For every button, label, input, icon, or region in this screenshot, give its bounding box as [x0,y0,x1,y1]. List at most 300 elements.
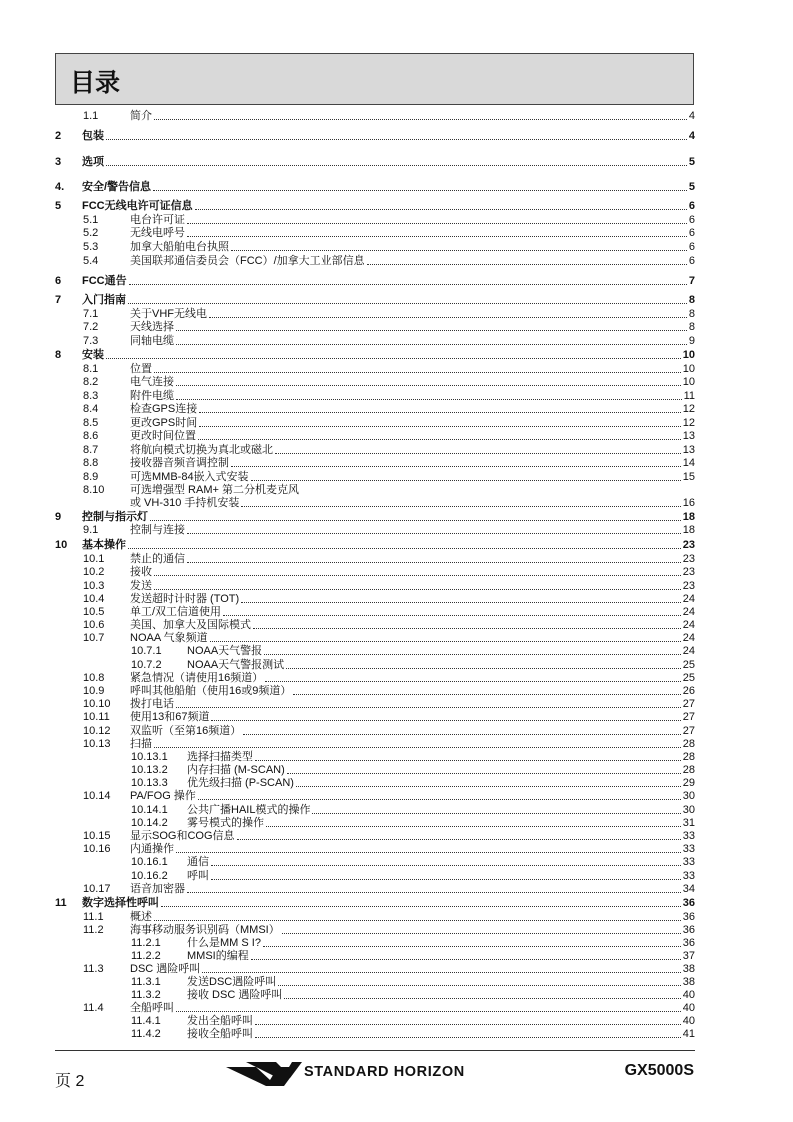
toc-page-number: 10 [682,349,695,361]
toc-entry-row[interactable] [55,924,695,937]
toc-entry-number: 8.9 [83,471,99,483]
toc-page-number: 30 [682,804,695,816]
toc-entry-number: 10.17 [83,883,111,895]
toc-entry-number: 1.1 [83,110,99,122]
toc-entry-title: 发出全船呼叫 [187,1015,253,1027]
toc-entry-row[interactable] [55,321,695,334]
toc-entry-row[interactable] [55,870,695,883]
toc-page-number: 38 [682,976,695,988]
toc-entry-number: 6 [55,275,62,287]
toc-entry-number: 2 [55,130,62,142]
toc-entry-row[interactable] [55,764,695,777]
toc-entry-row[interactable] [55,484,695,497]
toc-page-number: 36 [682,897,695,909]
toc-entry-title: 更改时间位置 [130,430,196,442]
toc-entry-number: 8.7 [83,444,99,456]
toc-entry-row[interactable] [55,672,695,685]
toc-entry-title: 位置 [130,363,152,375]
toc-entry-row[interactable] [55,659,695,672]
toc-entry-title: 优先级扫描 (P-SCAN) [187,777,294,789]
toc-leader-dots [231,241,687,251]
toc-entry-title: 安全/警告信息 [82,181,152,193]
toc-entry-number: 8.8 [83,457,99,469]
toc-entry-number: 10 [55,539,68,551]
toc-leader-dots [154,738,681,748]
toc-entry-number: 10.1 [83,553,105,565]
toc-entry-row[interactable] [55,376,695,389]
toc-leader-dots [176,1002,681,1012]
toc-leader-dots [255,1028,681,1038]
toc-entry-title: 入门指南 [82,294,126,306]
toc-page-number: 28 [682,764,695,776]
toc-page-number: 24 [682,632,695,644]
toc-entry-title: 接收全船呼叫 [187,1028,253,1040]
toc-entry-row[interactable] [55,497,695,510]
toc-leader-dots [128,294,687,304]
toc-page-number: 4 [688,110,695,122]
toc-entry-title: 同轴电缆 [130,335,174,347]
toc-page-number: 29 [682,777,695,789]
toc-entry-title: 控制与指示灯 [82,511,148,523]
toc-page-number: 8 [688,294,695,306]
toc-leader-dots [176,843,681,853]
toc-entry-row[interactable] [55,457,695,470]
toc-entry-number: 7.2 [83,321,99,333]
toc-entry-row[interactable] [55,843,695,856]
toc-entry-row[interactable] [55,390,695,403]
toc-entry-number: 11.4.1 [131,1015,161,1027]
toc-entry-number: 11.2 [83,924,104,936]
toc-page-number: 13 [682,430,695,442]
toc-page-number: 7 [688,275,695,287]
toc-leader-dots [150,511,681,521]
toc-page-number: 36 [682,924,695,936]
toc-entry-row[interactable] [55,830,695,843]
toc-entry-row[interactable] [55,227,695,240]
toc-leader-dots [176,698,681,708]
brand-name: STANDARD HORIZON [304,1064,465,1080]
toc-leader-dots [312,804,680,814]
toc-page-number: 6 [688,200,695,212]
toc-page-number: 23 [682,580,695,592]
toc-page-number: 4 [688,130,695,142]
toc-entry-row[interactable] [55,214,695,227]
toc-entry-number: 10.2 [83,566,105,578]
toc-leader-dots [243,725,681,735]
toc-entry-row[interactable] [55,1028,695,1041]
toc-entry-row[interactable] [55,580,695,593]
toc-leader-dots [231,457,681,467]
toc-leader-dots [198,790,681,800]
toc-page-number: 16 [682,497,695,509]
toc-entry-title: 单工/双工信道使用 [130,606,222,618]
toc-entry-row[interactable] [55,593,695,606]
footer-divider [55,1050,695,1051]
toc-leader-dots [211,856,681,866]
toc-entry-row[interactable] [55,566,695,579]
toc-leader-dots [264,645,681,655]
toc-entry-number: 7 [55,294,62,306]
toc-entry-row[interactable] [55,363,695,376]
toc-entry-row[interactable] [55,937,695,950]
toc-entry-title: 接收 [130,566,152,578]
toc-leader-dots [176,376,681,386]
toc-entry-row[interactable] [55,471,695,484]
toc-entry-title: 基本操作 [82,539,126,551]
toc-entry-title: 接收器音频音调控制 [130,457,229,469]
toc-entry-title: NOAA 气象频道 [130,632,208,644]
toc-entry-row[interactable] [55,751,695,764]
toc-page-number: 15 [682,471,695,483]
toc-page-number: 11 [683,390,695,402]
toc-entry-row[interactable] [55,619,695,632]
toc-entry-number: 10.16 [83,843,111,855]
toc-entry-title: 加拿大船舶电台执照 [130,241,229,253]
toc-entry-row[interactable] [55,790,695,803]
toc-entry-row[interactable] [55,989,695,1002]
toc-entry-number: 10.13 [83,738,111,750]
toc-leader-dots [176,321,687,331]
toc-entry-number: 11.4.2 [131,1028,161,1040]
toc-entry-title: 禁止的通信 [130,553,185,565]
model-name: GX5000S [624,1062,694,1079]
toc-page-number: 10 [682,376,695,388]
toc-page-number: 40 [682,1002,695,1014]
toc-entry-title: DSC 遇险呼叫 [130,963,201,975]
toc-chapter-row[interactable] [55,181,695,194]
toc-leader-dots [195,200,687,210]
toc-entry-row[interactable] [55,856,695,869]
toc-page-number: 28 [682,738,695,750]
toc-page-number: 24 [682,645,695,657]
toc-entry-title: 天线选择 [130,321,174,333]
toc-page-number: 23 [682,553,695,565]
toc-entry-number: 11.3.1 [131,976,161,988]
toc-entry-row[interactable] [55,403,695,416]
toc-entry-title: 呼叫 [187,870,209,882]
toc-entry-title: 数字选择性呼叫 [82,897,159,909]
toc-entry-title: 发送DSC遇险呼叫 [187,976,277,988]
toc-page-number: 25 [682,672,695,684]
toc-chapter-row[interactable] [55,294,695,307]
toc-entry-row[interactable] [55,817,695,830]
toc-leader-dots [237,830,681,840]
toc-page-number: 23 [682,539,695,551]
toc-leader-dots [187,524,681,534]
toc-page-number: 30 [682,790,695,802]
toc-chapter-row[interactable] [55,275,695,288]
toc-entry-row[interactable] [55,430,695,443]
toc-leader-dots [211,711,680,721]
toc-entry-title: 检查GPS连接 [130,403,198,415]
toc-entry-number: 11.2.1 [131,937,161,949]
toc-entry-number: 5.3 [83,241,99,253]
toc-entry-title: 海事移动服务识别码（MMSI） [130,924,280,936]
toc-entry-number: 5.2 [83,227,99,239]
toc-page-number: 8 [688,321,695,333]
toc-entry-number: 10.7.1 [131,645,162,657]
toc-page-number: 10 [682,363,695,375]
toc-page-number: 6 [688,255,695,267]
toc-entry-title: 接收 DSC 遇险呼叫 [187,989,283,1001]
toc-entry-title: 电气连接 [130,376,174,388]
toc-entry-number: 8.3 [83,390,99,402]
toc-leader-dots [199,417,681,427]
toc-page-number: 33 [682,843,695,855]
toc-leader-dots [255,751,681,761]
toc-page-number: 8 [688,308,695,320]
toc-entry-number: 5 [55,200,62,212]
toc-entry-row[interactable] [55,685,695,698]
toc-page-number: 24 [682,619,695,631]
toc-entry-row[interactable] [55,241,695,254]
toc-entry-title: 语音加密器 [130,883,185,895]
toc-entry-number: 8.4 [83,403,99,415]
toc-entry-title: 全船呼叫 [130,1002,174,1014]
toc-entry-title: 发送 [130,580,152,592]
toc-entry-row[interactable] [55,711,695,724]
toc-entry-row[interactable] [55,645,695,658]
toc-leader-dots [106,130,687,140]
toc-entry-number: 10.14.1 [131,804,168,816]
toc-entry-number: 7.3 [83,335,99,347]
toc-page-number: 40 [682,1015,695,1027]
toc-entry-row[interactable] [55,738,695,751]
toc-entry-row[interactable] [55,1015,695,1028]
toc-chapter-row[interactable] [55,200,695,213]
toc-entry-row[interactable] [55,444,695,457]
toc-entry-number: 7.1 [83,308,99,320]
toc-leader-dots [199,403,681,413]
toc-leader-dots [241,593,681,603]
toc-leader-dots [176,335,687,345]
toc-page-number: 13 [682,444,695,456]
toc-entry-row[interactable] [55,1002,695,1015]
toc-chapter-row[interactable] [55,156,695,169]
toc-leader-dots [154,911,681,921]
toc-page-number: 33 [682,856,695,868]
toc-entry-title: 可选增强型 RAM+ 第二分机麦克风 [130,484,299,496]
toc-leader-dots [154,580,681,590]
toc-leader-dots [202,963,680,973]
toc-entry-number: 8 [55,349,62,361]
toc-entry-number: 10.8 [83,672,105,684]
toc-page-number: 31 [682,817,695,829]
toc-entry-row[interactable] [55,110,695,123]
toc-entry-number: 10.13.2 [131,764,168,776]
toc-entry-title: MMSI的编程 [187,950,249,962]
toc-entry-title: 扫描 [130,738,152,750]
toc-entry-title: 内存扫描 (M-SCAN) [187,764,285,776]
toc-leader-dots [286,659,681,669]
toc-page-number: 34 [682,883,695,895]
toc-page-number: 26 [682,685,695,697]
toc-entry-title: NOAA天气警报 [187,645,263,657]
toc-leader-dots [275,444,681,454]
toc-entry-row[interactable] [55,524,695,537]
toc-entry-title: 紧急情况（请使用16频道） [130,672,264,684]
toc-entry-number: 4. [55,181,65,193]
toc-leader-dots [241,497,680,507]
toc-leader-dots [265,672,681,682]
toc-entry-row[interactable] [55,911,695,924]
toc-entry-row[interactable] [55,950,695,963]
toc-entry-title: 双监听（至第16频道） [130,725,242,737]
toc-entry-number: 11.4 [83,1002,104,1014]
toc-entry-row[interactable] [55,883,695,896]
toc-entry-number: 11.2.2 [131,950,161,962]
toc-entry-title: 发送超时计时器 (TOT) [130,593,240,605]
toc-leader-dots [253,619,681,629]
toc-leader-dots [266,817,681,827]
toc-entry-title: 美国、加拿大及国际模式 [130,619,251,631]
toc-leader-dots [187,553,681,563]
toc-leader-dots [211,870,681,880]
toc-leader-dots [187,883,681,893]
toc-entry-number: 8.6 [83,430,99,442]
toc-leader-dots [198,430,681,440]
toc-page-number: 5 [688,181,695,193]
toc-entry-title: 关于VHF无线电 [130,308,207,320]
toc-entry-number: 10.7 [83,632,105,644]
toc-entry-number: 3 [55,156,62,168]
toc-entry-title: NOAA天气警报测试 [187,659,285,671]
toc-entry-title: 内通操作 [130,843,174,855]
toc-leader-dots [154,566,681,576]
toc-leader-dots [176,390,682,400]
toc-leader-dots [210,632,681,642]
toc-chapter-row[interactable] [55,897,695,910]
toc-leader-dots [278,976,681,986]
toc-entry-title: 公共广播HAIL模式的操作 [187,804,311,816]
toc-entry-row[interactable] [55,308,695,321]
toc-leader-dots [287,764,681,774]
toc-page-number: 23 [682,566,695,578]
toc-page-number: 27 [682,711,695,723]
toc-entry-number: 10.14 [83,790,111,802]
toc-entry-number: 10.13.1 [131,751,168,763]
toc-leader-dots [367,255,687,265]
toc-leader-dots [153,181,687,191]
toc-entry-title: 安装 [82,349,104,361]
toc-page-number: 33 [682,830,695,842]
toc-entry-title: 概述 [130,911,152,923]
toc-entry-row[interactable] [55,725,695,738]
page-title: 目录 [70,68,121,97]
toc-entry-number: 8.10 [83,484,105,496]
toc-entry-row[interactable] [55,777,695,790]
toc-entry-title: 显示SOG和COG信息 [130,830,235,842]
toc-entry-row[interactable] [55,417,695,430]
toc-entry-title: 什么是MM S I? [187,937,261,949]
toc-entry-title: 使用13和67频道 [130,711,210,723]
toc-entry-number: 10.11 [83,711,110,723]
toc-entry-number: 5.1 [83,214,99,226]
toc-entry-row[interactable] [55,335,695,348]
toc-entry-title: 附件电缆 [130,390,174,402]
toc-page-number: 36 [682,937,695,949]
toc-entry-row[interactable] [55,632,695,645]
toc-entry-number: 11.3 [83,963,104,975]
toc-entry-title: 通信 [187,856,209,868]
toc-entry-row[interactable] [55,553,695,566]
toc-entry-title: 拨打电话 [130,698,174,710]
toc-chapter-row[interactable] [55,349,695,362]
toc-entry-row[interactable] [55,804,695,817]
toc-leader-dots [209,308,687,318]
toc-entry-title: PA/FOG 操作 [130,790,196,802]
toc-entry-title: 雾号模式的操作 [187,817,264,829]
toc-chapter-row[interactable] [55,130,695,143]
toc-page-number: 6 [688,227,695,239]
toc-entry-title: 美国联邦通信委员会（FCC）/加拿大工业部信息 [130,255,365,267]
toc-entry-number: 10.16.2 [131,870,168,882]
toc-entry-number: 10.14.2 [131,817,168,829]
toc-entry-number: 10.9 [83,685,105,697]
toc-entry-title: 呼叫其他船舶（使用16或9频道） [130,685,292,697]
toc-leader-dots [129,275,687,285]
toc-entry-number: 10.10 [83,698,111,710]
toc-entry-number: 8.2 [83,376,99,388]
toc-entry-title: 将航向模式切换为真北或磁北 [130,444,273,456]
toc-entry-title: 选项 [82,156,104,168]
toc-entry-row[interactable] [55,255,695,268]
toc-page-number: 25 [682,659,695,671]
toc-entry-title: 无线电呼号 [130,227,185,239]
toc-entry-number: 10.5 [83,606,105,618]
toc-leader-dots [223,606,681,616]
toc-entry-row[interactable] [55,976,695,989]
toc-page-number: 24 [682,606,695,618]
toc-page-number: 18 [682,524,695,536]
toc-page-number: 33 [682,870,695,882]
toc-entry-row[interactable] [55,698,695,711]
toc-entry-row[interactable] [55,606,695,619]
toc-leader-dots [251,471,681,481]
toc-entry-title: FCC通告 [82,275,127,287]
toc-entry-title: 控制与连接 [130,524,185,536]
toc-page-number: 40 [682,989,695,1001]
toc-entry-number: 11.1 [83,911,104,923]
toc-page-number: 38 [682,963,695,975]
toc-chapter-row[interactable] [55,511,695,524]
toc-leader-dots [187,214,687,224]
toc-entry-number: 10.7.2 [131,659,162,671]
toc-leader-dots [296,777,681,787]
toc-chapter-row[interactable] [55,539,695,552]
toc-entry-number: 11 [55,897,67,909]
toc-page-number: 28 [682,751,695,763]
toc-entry-number: 8.5 [83,417,99,429]
toc-page-number: 27 [682,698,695,710]
toc-entry-number: 10.16.1 [131,856,168,868]
toc-entry-title: 选择扫描类型 [187,751,253,763]
toc-page-number: 24 [682,593,695,605]
toc-entry-number: 9.1 [83,524,99,536]
toc-entry-title: 或 VH-310 手持机安装 [130,497,240,509]
toc-entry-row[interactable] [55,963,695,976]
toc-leader-dots [251,950,681,960]
toc-page-number: 37 [682,950,695,962]
toc-page-number: 6 [688,214,695,226]
toc-entry-number: 10.15 [83,830,111,842]
toc-entry-number: 10.12 [83,725,111,737]
toc-page-number: 9 [688,335,695,347]
toc-entry-title: 电台许可证 [130,214,185,226]
toc-entry-title: 更改GPS时间 [130,417,198,429]
toc-leader-dots [255,1015,681,1025]
toc-leader-dots [161,897,681,907]
